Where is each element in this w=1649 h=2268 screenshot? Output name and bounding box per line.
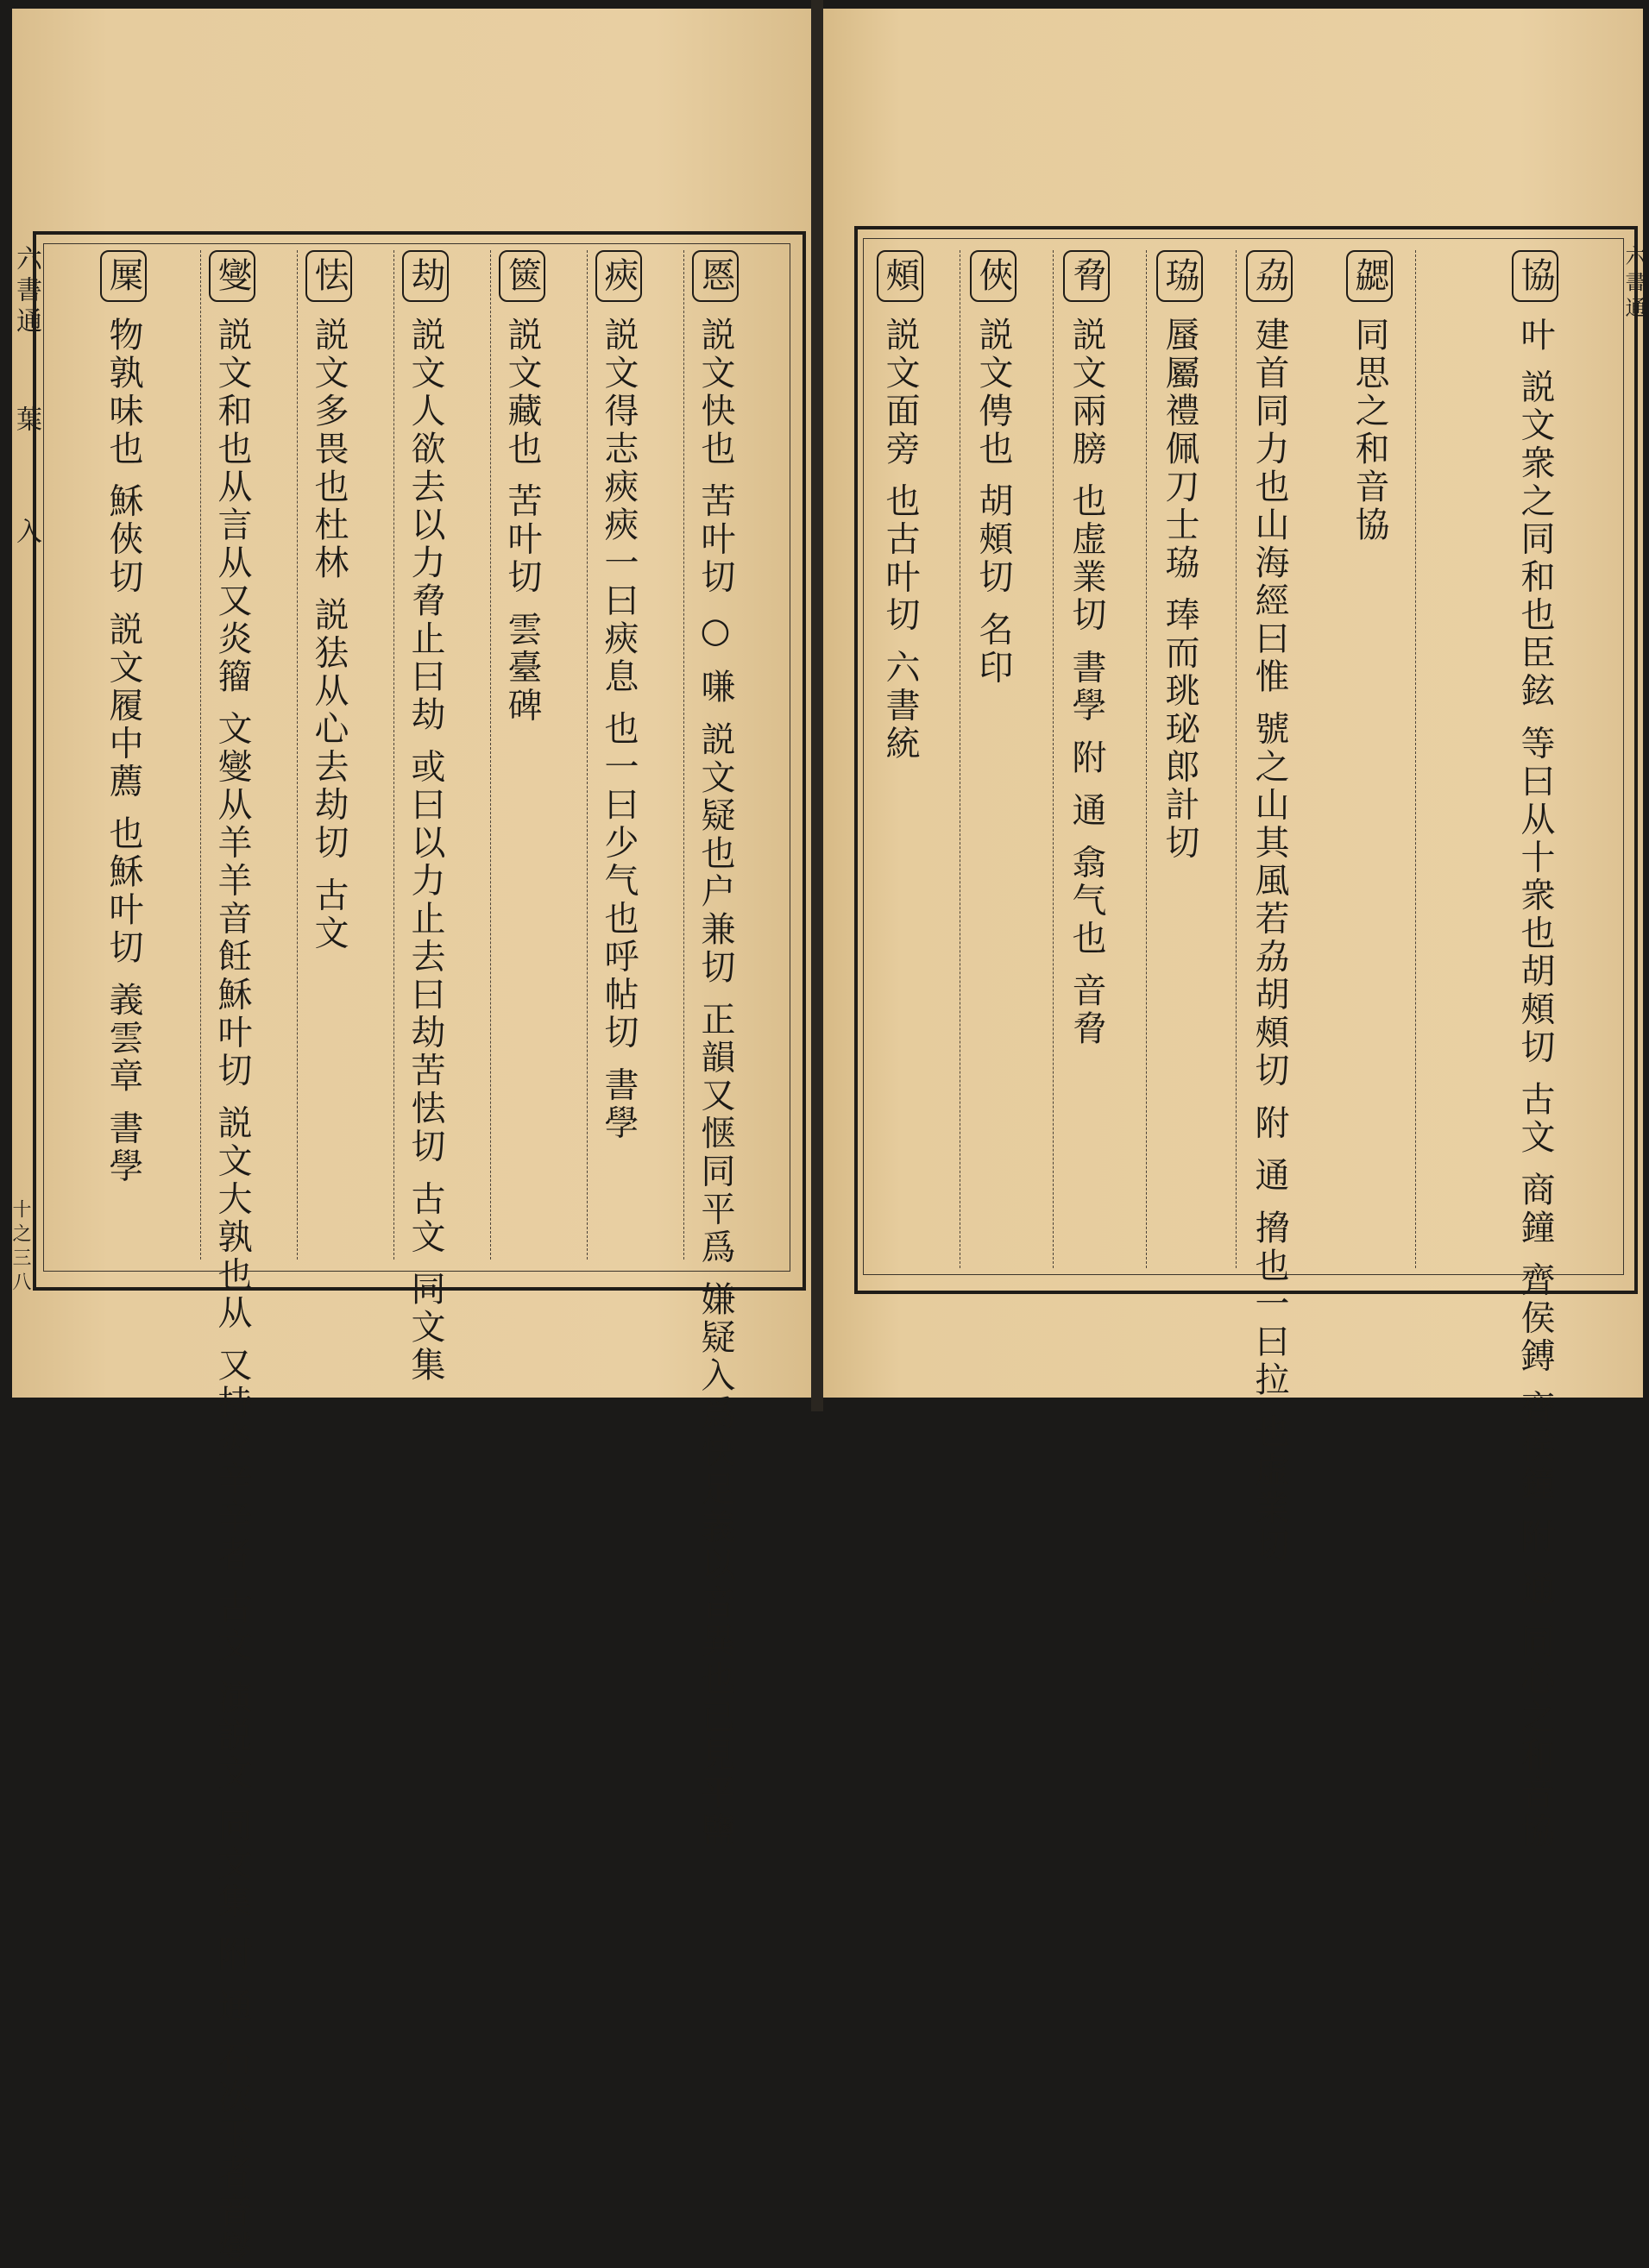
column-rule xyxy=(587,250,588,1260)
right-column-6-head: 俠 xyxy=(970,250,1016,302)
left-column-5-head: 怯 xyxy=(305,250,352,302)
left-column-7 xyxy=(100,250,147,1260)
left-column-4-text: 説文人欲去以力脅止曰劫 或曰以力止去曰劫苦怯切 古文 同文集 xyxy=(406,316,445,1385)
column-rule xyxy=(200,250,201,1260)
left-column-2-text: 説文得志㾜㾜一曰㾜息 也一曰少气也呼帖切 書學 xyxy=(599,316,639,1143)
right-column-5 xyxy=(1063,250,1110,1268)
right-column-2-text: 同思之和音協 xyxy=(1350,316,1389,544)
book-gutter xyxy=(811,0,823,1411)
left-column-6-head: 燮 xyxy=(209,250,255,302)
right-column-7-head: 頰 xyxy=(877,250,923,302)
right-column-5-head: 脅 xyxy=(1063,250,1110,302)
left-column-1 xyxy=(692,250,739,1851)
right-column-6-text: 説文俜也 胡頰切 名印 xyxy=(973,316,1013,688)
right-column-4-head: 珕 xyxy=(1156,250,1203,302)
right-column-1-head: 協 xyxy=(1512,250,1558,302)
right-column-7-text: 説文面旁 也古叶切 六書統 xyxy=(880,316,920,763)
right-column-5-text: 説文兩膀 也虚業切 書學 附 通 翕气也 音脅 xyxy=(1067,316,1106,1049)
right-column-3 xyxy=(1246,250,1293,1566)
column-rule xyxy=(683,250,684,1260)
column-rule xyxy=(1415,250,1416,1268)
left-column-6 xyxy=(209,250,255,2268)
right-column-4-text: 蜃屬禮佩刀士珕 琫而珧珌郎計切 xyxy=(1160,316,1199,863)
left-column-1-head: 㥦 xyxy=(692,250,739,302)
column-rule xyxy=(393,250,394,1260)
left-column-3-head: 篋 xyxy=(499,250,545,302)
right-column-1-text: 叶 説文衆之同和也臣鉉 等曰从十衆也胡頰切 古文 商鐘 齊侯鎛 齊侯鐘 附 通 同心之和音協 xyxy=(1515,316,1555,1851)
left-column-7-head: 屟 xyxy=(100,250,147,302)
column-rule xyxy=(1146,250,1147,1268)
right-column-2-head: 勰 xyxy=(1346,250,1393,302)
left-column-2 xyxy=(595,250,642,1260)
left-column-4 xyxy=(402,250,449,1385)
left-column-5-text: 説文多畏也杜林 説㹤从心去劫切 古文 xyxy=(309,316,349,953)
left-margin-title: 六書通 xyxy=(11,245,41,338)
right-column-1 xyxy=(1512,250,1558,1851)
left-column-4-head: 劫 xyxy=(402,250,449,302)
left-column-6-text: 説文和也从言从又炎籀 文燮从羊羊音飪穌叶切 説文大孰也从 又持炎辛辛者 古文 演説文 同文集 附 通 石次玉者音燮 xyxy=(212,316,252,2268)
right-margin-title: 六書通 xyxy=(1621,245,1646,323)
right-column-2 xyxy=(1346,250,1393,1268)
left-margin-tone: 入 xyxy=(11,518,41,549)
column-rule xyxy=(297,250,298,1260)
left-column-5 xyxy=(305,250,352,1260)
column-rule xyxy=(490,250,491,1260)
left-margin-section: 葉 xyxy=(11,405,41,437)
right-column-6 xyxy=(970,250,1016,1268)
column-rule xyxy=(1236,250,1237,1268)
left-column-3-text: 説文藏也 苦叶切 雲臺碑 xyxy=(502,316,542,726)
left-column-7-text: 物孰味也 穌俠切 説文履中薦 也穌叶切 義雲章 書學 xyxy=(104,316,143,1186)
right-column-7 xyxy=(877,250,923,1268)
right-column-3-text: 建首同力也山海經曰惟 號之山其風若劦胡頰切 附 通 搚也一曰拉 也虚業切 xyxy=(1249,316,1289,1566)
left-column-3 xyxy=(499,250,545,1260)
right-column-3-head: 劦 xyxy=(1246,250,1293,302)
column-rule xyxy=(1053,250,1054,1268)
left-column-2-head: 㾜 xyxy=(595,250,642,302)
left-margin-page-number: 十之三八 xyxy=(9,1199,31,1296)
right-column-4 xyxy=(1156,250,1203,1268)
left-column-1-text: 説文快也 苦叶切 ○ 嗛 説文疑也户兼切 正韻又惬同平爲 嫌疑入爲快足義以音異也已見平鹽 xyxy=(695,316,735,1851)
